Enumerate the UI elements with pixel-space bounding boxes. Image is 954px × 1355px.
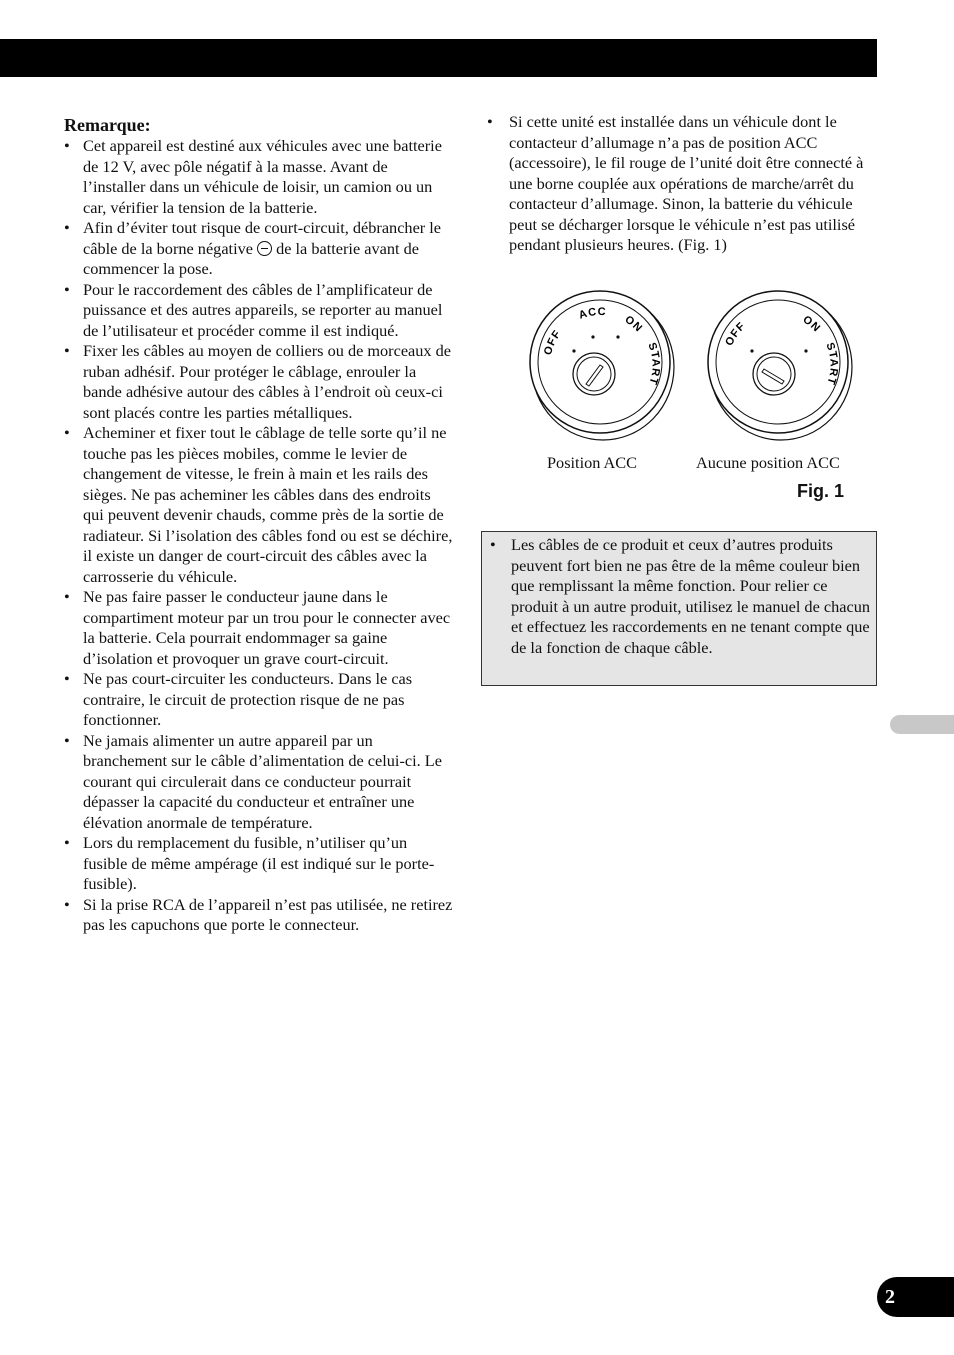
figure-ignition-switches (520, 285, 880, 515)
right-column (487, 112, 879, 256)
switch-label-on: ON (800, 313, 823, 335)
remarque-heading: Remarque: (64, 115, 151, 135)
switch-label-acc: ACC (577, 305, 607, 322)
page-number: 2 (877, 1277, 954, 1317)
list-item: • Acheminer et fixer tout le câblage de telle sorte qu’il ne touche pas les pièces mobiles, comme le levier de changement de vitesse, le frein à main et les rails des sièges. Ne pas acheminer les câbles dans des endroits qui peuvent devenir chauds, comme près de la sortie de radiateur. Si l’isolation des câbles fond ou est se déchire, il existe un danger de court-circuit des câbles avec la carrosserie du véhicule. (64, 423, 454, 587)
acc-list (487, 112, 879, 256)
caption-position-acc: Position ACC (547, 453, 638, 472)
list-item (64, 218, 454, 280)
list-item-text: Afin d’éviter tout risque de court-circuit, débrancher le câble de la borne négative (83, 218, 442, 258)
remarque-list (64, 136, 454, 936)
list-item: • Cet appareil est destiné aux véhicules avec une batterie de 12 V, avec pôle négatif à la masse. Avant de l’installer dans un véhicule de loisir, un camion ou un car, vérifier la tension de la batterie. (64, 136, 454, 218)
note-item: • Les câbles de ce produit et ceux d’autres produits peuvent fort bien ne pas être de la même couleur bien que remplissant la même fonction. Pour relier ce produit à un autre produit, utilisez le manuel de chacun et effectuez les raccordements en ne tenant compte que de la fonction de chaque câble. (490, 535, 870, 658)
note-box (481, 531, 877, 686)
left-column (64, 112, 454, 936)
switch-with-acc-icon (530, 291, 674, 440)
caption-no-acc: Aucune position ACC (696, 453, 840, 472)
switch-without-acc-icon (708, 291, 852, 440)
ignition-switch-diagram (520, 285, 880, 455)
list-item: • Ne pas court-circuiter les conducteurs. Dans le cas contraire, le circuit de protection risque de ne pas fonctionner. (64, 669, 454, 731)
list-item: • Lors du remplacement du fusible, n’utiliser qu’un fusible de même ampérage (il est indiqué sur le porte-fusible). (64, 833, 454, 895)
list-item: • Fixer les câbles au moyen de colliers ou de morceaux de ruban adhésif. Pour protéger le câblage, enrouler la bande adhésive autour des câbles à l’endroit où ceux-ci sont placés contre les parties métalliques. (64, 341, 454, 423)
switch-label-on: ON (622, 313, 645, 335)
list-item-text: de la batterie avant de commencer la pose. (83, 238, 419, 278)
list-item: • Si la prise RCA de l’appareil n’est pas utilisée, ne retirez pas les capuchons que porte le connecteur. (64, 895, 454, 936)
switch-label-off: OFF (542, 327, 564, 357)
fig-label: Fig. 1 (797, 481, 845, 501)
note-list (490, 535, 870, 658)
switch-label-off: OFF (723, 319, 749, 348)
list-item: • Ne jamais alimenter un autre appareil par un branchement sur le câble d’alimentation de celui-ci. Le courant qui circulerait dans ce conducteur pourrait dépasser la capacité du conducteur et entraîner une élévation anormale de température. (64, 731, 454, 834)
acc-list-item: • Si cette unité est installée dans un véhicule dont le contacteur d’allumage n’a pas de position ACC (accessoire), le fil rouge de l’unité doit être connecté à une borne couplée aux opérations de marche/arrêt du contacteur d’allumage. Sinon, la batterie du véhicule peut se décharger lorsque le véhicule n’est pas utilisé pendant plusieurs heures. (Fig. 1) (487, 112, 879, 256)
section-tab (890, 715, 954, 734)
header-bar (0, 39, 877, 77)
list-item: • Pour le raccordement des câbles de l’amplificateur de puissance et des autres appareils, se reporter au manuel de l’utilisateur et procéder comme il est indiqué. (64, 280, 454, 342)
switch-label-start: START (645, 341, 662, 387)
negative-terminal-icon (257, 241, 272, 256)
list-item: • Ne pas faire passer le conducteur jaune dans le compartiment moteur par un trou pour le connecter avec la batterie. Cela pourrait endommager sa gaine d’isolation et provoquer un grave court-circuit. (64, 587, 454, 669)
switch-label-start: START (823, 341, 840, 387)
